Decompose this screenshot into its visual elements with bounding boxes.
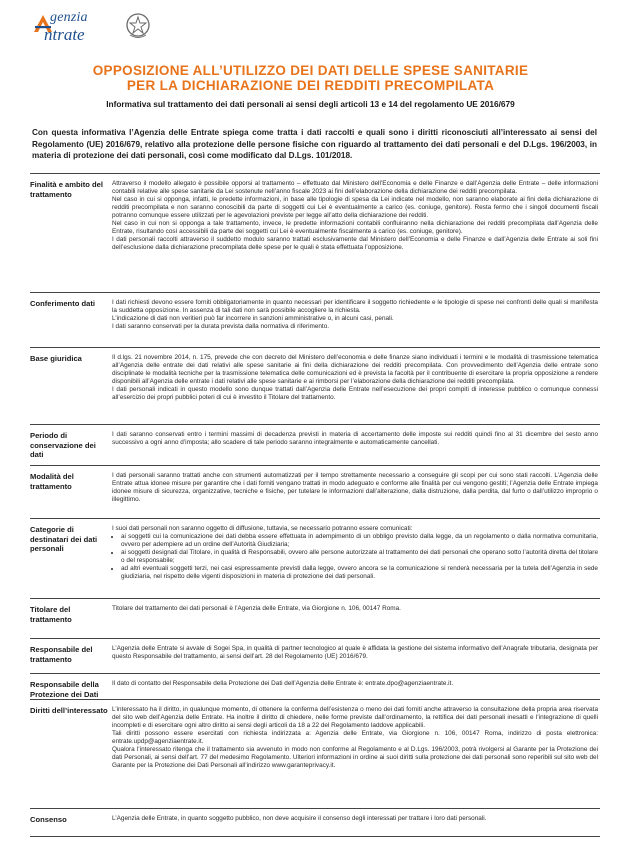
section-label: Diritti dell’interessato <box>30 706 108 715</box>
section-row <box>30 347 600 402</box>
section-body <box>112 680 598 688</box>
section-row <box>30 424 600 459</box>
section-row <box>30 699 600 770</box>
section-body <box>112 431 598 447</box>
document-subtitle: Informativa sul trattamento dei dati personali ai sensi degli articoli 13 e 14 del regolamento UE 2016/679 <box>106 99 515 109</box>
section-paragraph: I dati personali indicati in questo modello sono dunque trattati dall’Agenzia delle Entrate nell’esecuzione dei propri compiti di interesse pubblico o comunque connessi all’esercizio dei propri pubblici poteri di cui è investito il Titolare del trattamento. <box>112 386 598 402</box>
recipient-list <box>112 533 598 581</box>
section-paragraph: Il d.lgs. 21 novembre 2014, n. 175, prevede che con decreto del Ministero dell’economia e delle finanze siano individuati i termini e le modalità di trasmissione telematica all’Agenzia delle entrate dei dati relativi alle spese sanitarie ai fini della dichiarazione dei redditi precompilata. Con provvedimento dell’Agenzia delle entrate sono disciplinate le modalità tecniche per la trasmissione telematica delle comunicazioni ed è prevista la facoltà per il contribuente di esercitare la propria opposizione a rendere disponibili all’Agenzia delle entrate i dati relativi alle spese sanitarie e ai rimborsi per l’elaborazione della dichiarazione dei redditi precompilata. <box>112 354 598 386</box>
republic-emblem-icon <box>125 12 151 40</box>
list-item: • ai soggetti designati dal Titolare, in qualità di Responsabili, ovvero alle persone autorizzate al trattamento dei dati personali che operano sotto l’autorità diretta del titolare o del responsabile; <box>121 549 598 565</box>
document-title-line1: OPPOSIZIONE ALL’UTILIZZO DEI DATI DELLE SPESE SANITARIE <box>92 63 529 78</box>
section-row <box>30 173 600 252</box>
section-paragraph: Nel caso in cui non si opponga a tale trattamento, invece, le predette informazioni contabili confluiranno nella dichiarazione dei redditi precompilata dall’Agenzia delle Entrate, risultando così accessibili da parte dei soggetti cui Lei è eventualmente fiscalmente a carico (es. coniuge, genitore). <box>112 220 598 236</box>
agency-header <box>14 6 174 48</box>
section-paragraph: Qualora l’interessato ritenga che il trattamento sia avvenuto in modo non conforme al Regolamento e al D.Lgs. 196/2003, potrà rivolgersi al Garante per la Protezione dei dati Personali, ai sensi dell’art. 77 del medesimo Regolamento. Ulteriori informazioni in ordine ai suoi diritti sulla protezione dei dati personali sono reperibili sul sito web del Garante per la Protezione dei Dati Personali all’indirizzo www.garanteprivacy.it. <box>112 746 598 770</box>
section-body <box>112 815 598 823</box>
section-label: Responsabile della Protezione dei Dati <box>30 680 99 699</box>
section-label: Periodo di conservazione dei dati <box>30 431 96 459</box>
section-paragraph: L’interessato ha il diritto, in qualunque momento, di ottenere la conferma dell’esistenza o meno dei dati forniti anche attraverso la consultazione della propria area riservata del sito web dell’Agenzia delle Entrate. Ha inoltre il diritto di chiedere, nelle forme previste dall’ordinamento, la rettifica dei dati personali inesatti e l’integrazione di quelli incompleti e di esercitare ogni altro diritto ai sensi degli articoli da 18 a 22 del Regolamento laddove applicabili. <box>112 706 598 730</box>
section-row <box>30 292 600 331</box>
section-body <box>112 354 598 402</box>
list-item: • ai soggetti cui la comunicazione dei dati debba essere effettuata in adempimento di un obbligo previsto dalla legge, da un regolamento o dalla normativa comunitaria, ovvero per adempiere ad un ordine dell’Autorità Giudiziaria; <box>121 533 598 549</box>
section-label: Titolare del trattamento <box>30 605 72 624</box>
section-label: Finalità e ambito del trattamento <box>30 180 103 199</box>
section-paragraph: I dati richiesti devono essere forniti obbligatoriamente in quanto necessari per identificare il soggetto richiedente e le tipologie di spese nei confronti delle quali si manifesta la suddetta opposizione. In assenza di tali dati non sarà possibile accogliere la richiesta. <box>112 299 598 315</box>
section-row <box>30 465 600 504</box>
section-paragraph: I dati saranno conservati per la durata prevista dalla normativa di riferimento. <box>112 323 330 331</box>
section-label: Modalità del trattamento <box>30 472 74 491</box>
section-label: Consenso <box>30 815 67 824</box>
intro-paragraph: Con questa informativa l’Agenzia delle Entrate spiega come tratta i dati raccolti e quali sono i diritti riconosciuti all’interessato ai sensi del Regolamento (UE) 2016/679, relativo alla protezione delle persone fisiche con riguardo al trattamento dei dati personali e del D.Lgs. 196/2003, in materia di protezione dei dati personali, così come modificato dal D.Lgs. 101/2018. <box>32 128 597 160</box>
section-label: Conferimento dati <box>30 299 95 308</box>
section-paragraph: I dati personali raccolti attraverso il suddetto modulo saranno trattati esclusivamente dal Ministero dell’Economia e delle Finanze e dall’Agenzia delle Entrate ai soli fini dell’esclusione dalla dichiarazione precompilata delle spese per le quali è stata effettuata l’opposizione. <box>112 236 598 252</box>
section-row <box>30 598 600 624</box>
section-body <box>112 645 598 661</box>
section-paragraph: Nel caso in cui si opponga, infatti, le predette informazioni, in base alle tipologie di spesa da Lei indicate nel modello, non saranno elaborate ai fini della dichiarazione di redditi precompilata e non saranno conoscibili da parte di soggetti cui Lei è eventualmente a carico (es. coniuge, genitore). Resta fermo che i singoli documenti fiscali potranno comunque essere utilizzati per le agevolazioni previste per legge all’atto della dichiarazione dei redditi. <box>112 196 598 220</box>
section-row <box>30 638 600 664</box>
section-paragraph: Attraverso il modello allegato è possibile opporsi al trattamento – effettuato dal Ministero dell’Economia e delle Finanze e dall’Agenzia delle Entrate – delle informazioni contabili relative alle spese sanitarie da Lei sostenute nell’anno fiscale 2023 ai fini dell’elaborazione della dichiarazione dei redditi precompilata. <box>112 180 598 196</box>
section-body <box>112 472 598 504</box>
section-paragraph: I dati saranno conservati entro i termini massimi di decadenza previsti in materia di accertamento delle imposte sui redditi quindi fino al 31 dicembre del sesto anno successivo a ogni anno d’imposta; allo scadere di tale periodo saranno integralmente e automaticamente cancellati. <box>112 431 598 447</box>
section-label: Responsabile del trattamento <box>30 645 93 664</box>
logo-agenzia-text: genzia <box>50 10 88 25</box>
section-label: Categorie di destinatari dei dati personali <box>30 525 98 553</box>
section-paragraph: L’indicazione di dati non veritieri può far incorrere in sanzioni amministrative o, in alcuni casi, penali. <box>112 315 394 323</box>
section-row <box>30 673 600 699</box>
section-paragraph: Titolare del trattamento dei dati personali è l’Agenzia delle Entrate, via Giorgione n. 106, 00147 Roma. <box>112 605 401 612</box>
section-paragraph: L’Agenzia delle Entrate si avvale di Sogei Spa, in qualità di partner tecnologico al quale è affidata la gestione del sistema informativo dell’Anagrafe tributaria, designata per questo Responsabile del trattamento, ai sensi dell’art. 28 del Regolamento (UE) 2016/679. <box>112 645 598 661</box>
section-paragraph: I dati personali saranno trattati anche con strumenti automatizzati per il tempo strettamente necessario a conseguire gli scopi per cui sono stati raccolti. L’Agenzia delle Entrate attua idonee misure per garantire che i dati forniti vengano trattati in modo adeguato e conforme alle finalità per cui vengono gestiti; l’Agenzia delle Entrate impiega idonee misure di sicurezza, organizzative, tecniche e fisiche, per tutelare le informazioni dall’alterazione, dalla distruzione, dalla perdita, dal furto o dall’utilizzo improprio o illegittimo. <box>112 472 598 504</box>
logo-entrate-text: ntrate <box>44 25 85 44</box>
section-body <box>112 706 598 770</box>
list-item: • ad altri eventuali soggetti terzi, nei casi espressamente previsti dalla legge, ovvero ancora se la comunicazione si renderà necessaria per la tutela dell’Agenzia in sede giudiziaria, nel rispetto delle vigenti disposizioni in materia di protezione dei dati personali. <box>121 565 598 581</box>
section-paragraph: I suoi dati personali non saranno oggetto di diffusione, tuttavia, se necessario potranno essere comunicati: <box>112 525 413 532</box>
section-body <box>112 605 598 613</box>
bottom-divider <box>30 836 600 837</box>
section-body <box>112 180 598 252</box>
document-title-line2: PER LA DICHIARAZIONE DEI REDDITI PRECOMPILATA <box>126 78 495 93</box>
section-paragraph: Tali diritti possono essere esercitati con richiesta indirizzata a: Agenzia delle Entrate, via Giorgione n. 106, 00147 Roma, indirizzo di posta elettronica: entrate.updp@agenziaentrate.it. <box>112 730 598 746</box>
section-paragraph: Il dato di contatto del Responsabile della Protezione dei Dati dell’Agenzia delle Entrate è: entrate.dpo@agenziaentrate.it. <box>112 680 454 687</box>
section-label: Base giuridica <box>30 354 82 363</box>
section-row <box>30 808 600 824</box>
section-body <box>112 299 598 331</box>
section-paragraph: L’Agenzia delle Entrate, in quanto soggetto pubblico, non deve acquisire il consenso degli interessati per trattare i loro dati personali. <box>112 815 487 822</box>
section-row <box>30 518 600 581</box>
section-body <box>112 525 598 581</box>
